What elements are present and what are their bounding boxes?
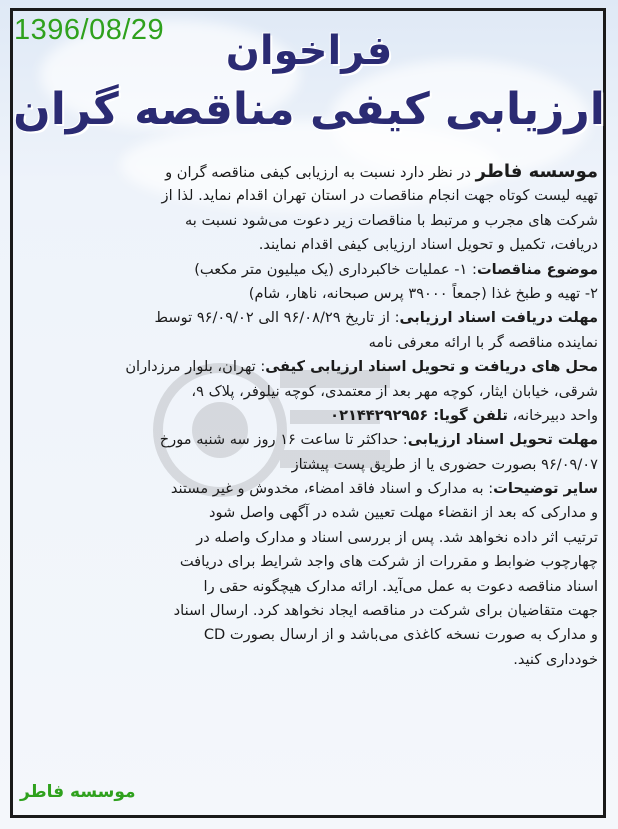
intro-line: تهیه لیست کوتاه جهت انجام مناقصات در استان تهران اقدام نماید. لذا از [161,187,598,205]
org-name: موسسه فاطر [475,161,598,182]
notes-line: و مدارکی که بعد از انقضاء مهلت تعیین شده در آگهی واصل شود [208,504,598,522]
ad-body [18,160,598,672]
receive-deadline-label: مهلت دریافت اسناد ارزیابی [399,309,598,327]
phone-label: تلفن گویا [439,406,508,424]
receive-deadline-line: نماینده مناقصه گر با ارائه معرفی نامه [368,333,598,351]
notes-line: چهارچوب ضوابط و مقررات از شرکت های واجد شرایط برای دریافت [179,553,598,571]
deliver-deadline-label: مهلت تحویل اسناد ارزیابی [407,431,598,449]
location-line: شرقی، خیابان ایثار، کوچه مهر بعد از معتمدی، کوچه نیلوفر، پلاک ۹، [191,382,598,400]
notes-line: و مدارک به صورت نسخه کاغذی می‌باشد و از ارسال بصورت CD [203,626,598,644]
subject-text: : ۱- عملیات خاکبرداری (یک میلیون متر مکعب) [194,260,477,278]
subject-line: ۲- تهیه و طبخ غذا (جمعاً ۳۹۰۰۰ پرس صبحانه، ناهار، شام) [248,284,598,302]
deliver-deadline-text: : حداکثر تا ساعت ۱۶ روز سه شنبه مورخ [159,431,408,449]
notes-line [18,477,598,501]
notes-line: خودداری کنید. [513,650,598,668]
subject-line [18,258,598,282]
notes-text: : به مدارک و اسناد فاقد امضاء، مخدوش و غیر مستند [170,480,494,498]
deliver-deadline-line [18,428,598,452]
location-text: : تهران، بلوار مرزداران [125,358,266,376]
ad-title: فراخوان [225,28,393,74]
notes-line: اسناد مناقصه دعوت به عمل می‌آید. ارائه مدارک هیچگونه حقی را [203,577,598,595]
notes-line: جهت متقاضیان برای شرکت در مناقصه ایجاد نخواهد کرد. ارسال اسناد [173,602,598,620]
receive-deadline-text: : از تاریخ ۹۶/۰۸/۲۹ الی ۹۶/۰۹/۰۲ توسط [154,309,400,327]
publication-date: 1396/08/29 [14,14,165,46]
location-label: محل های دریافت و تحویل اسناد ارزیابی کیفی [265,358,598,376]
location-line [18,404,598,428]
intro-line: دریافت، تکمیل و تحویل اسناد ارزیابی کیفی اقدام نمایند. [258,236,598,254]
location-line [18,355,598,379]
deliver-deadline-line: ۹۶/۰۹/۰۷ بصورت حضوری یا از طریق پست پیشتاز [291,455,598,473]
footer-signature: موسسه فاطر [20,782,136,802]
location-text: واحد دبیرخانه، [507,406,598,424]
phone-number: : ۰۲۱۴۴۲۹۲۹۵۶ [330,406,440,424]
subject-label: موضوع مناقصات [476,260,598,278]
intro-line: شرکت های مجرب و مرتبط با مناقصات زیر دعوت می‌شود نسبت به [184,211,598,229]
receive-deadline-line [18,306,598,330]
intro-line [18,160,598,184]
notes-line: ترتیب اثر داده نخواهد شد. پس از بررسی اسناد و مدارک واصله در [196,528,598,546]
ad-subtitle: ارزیابی کیفی مناقصه گران [13,84,605,135]
intro-text: در نظر دارد نسبت به ارزیابی کیفی مناقصه گران و [165,164,476,181]
notes-label: سایر توضیحات [493,480,598,498]
